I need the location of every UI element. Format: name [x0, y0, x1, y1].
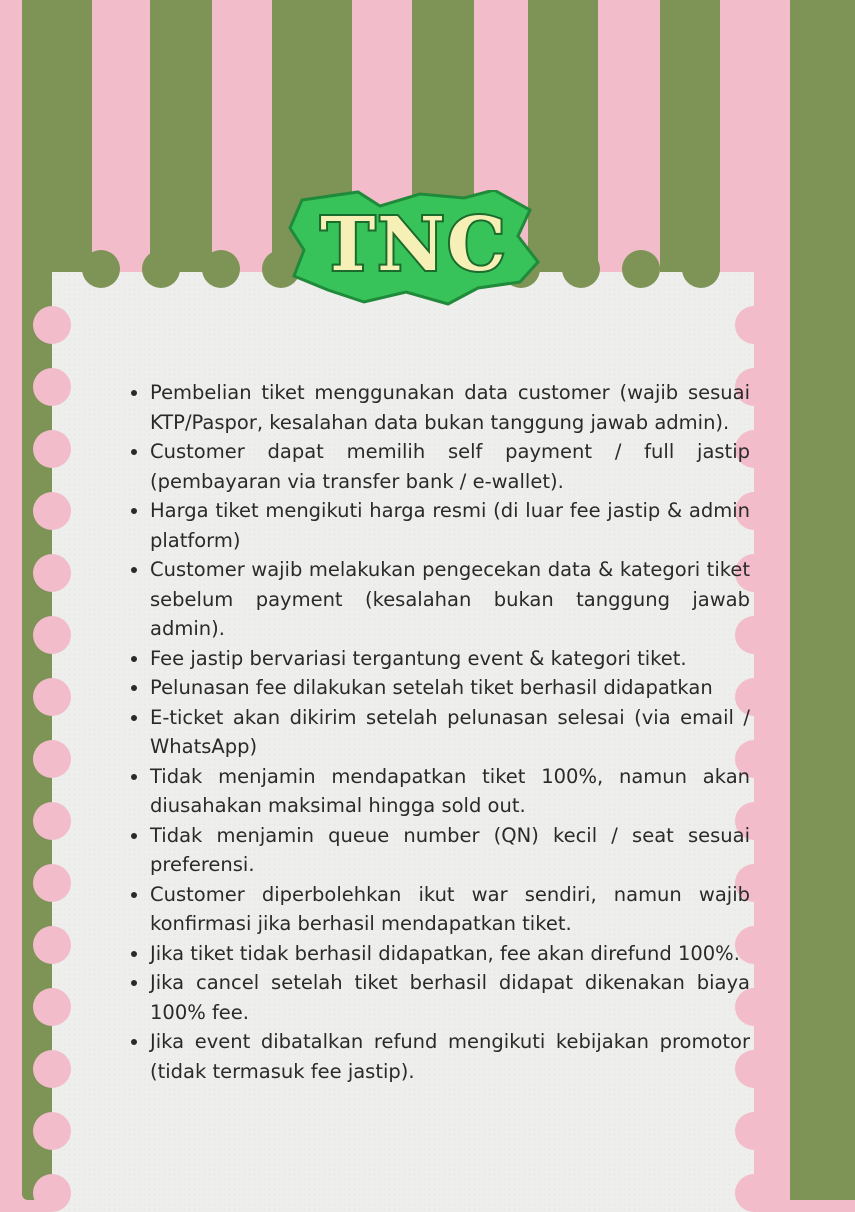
stamp-edge-scallop: [33, 988, 71, 1026]
stamp-edge-scallop: [682, 250, 720, 288]
terms-list-item: • Jika tiket tidak berhasil didapatkan, fee akan direfund 100%.: [150, 939, 750, 969]
stamp-edge-scallop: [562, 250, 600, 288]
terms-list-item: • Fee jastip bervariasi tergantung event & kategori tiket.: [150, 644, 750, 674]
stamp-edge-scallop: [33, 616, 71, 654]
stamp-edge-scallop: [33, 430, 71, 468]
stamp-edge-scallop: [622, 250, 660, 288]
stamp-edge-scallop: [33, 802, 71, 840]
stamp-edge-scallop: [33, 1112, 71, 1150]
green-stripe: [790, 0, 855, 1200]
terms-list-item: • Customer diperbolehkan ikut war sendiri, namun wajib konfirmasi jika berhasil mendapatkan tiket.: [150, 880, 750, 939]
terms-list-item: • E-ticket akan dikirim setelah pelunasan selesai (via email / WhatsApp): [150, 703, 750, 762]
stamp-edge-scallop: [33, 306, 71, 344]
stamp-edge-scallop: [142, 250, 180, 288]
terms-list-item: • Tidak menjamin queue number (QN) kecil / seat sesuai preferensi.: [150, 821, 750, 880]
terms-list-item: • Jika cancel setelah tiket berhasil didapat dikenakan biaya 100% fee.: [150, 968, 750, 1027]
stamp-edge-scallop: [33, 678, 71, 716]
stamp-edge-scallop: [82, 250, 120, 288]
logo-text: TNC: [320, 202, 508, 288]
terms-list-item: • Customer wajib melakukan pengecekan data & kategori tiket sebelum payment (kesalahan bukan tanggung jawab admin).: [150, 555, 750, 644]
stamp-edge-scallop: [33, 864, 71, 902]
terms-list: [108, 378, 750, 1086]
stamp-edge-scallop: [33, 1174, 71, 1212]
stamp-edge-scallop: [33, 740, 71, 778]
terms-list-item: • Harga tiket mengikuti harga resmi (di luar fee jastip & admin platform): [150, 496, 750, 555]
stamp-edge-scallop: [735, 1112, 773, 1150]
terms-list-item: • Tidak menjamin mendapatkan tiket 100%, namun akan diusahakan maksimal hingga sold out.: [150, 762, 750, 821]
terms-list-item: • Jika event dibatalkan refund mengikuti kebijakan promotor (tidak termasuk fee jastip).: [150, 1027, 750, 1086]
terms-list-item: • Pelunasan fee dilakukan setelah tiket berhasil didapatkan: [150, 673, 750, 703]
stamp-edge-scallop: [33, 492, 71, 530]
terms-list-item: • Pembelian tiket menggunakan data customer (wajib sesuai KTP/Paspor, kesalahan data bukan tanggung jawab admin).: [150, 378, 750, 437]
tnc-logo: [288, 190, 540, 308]
stamp-edge-scallop: [735, 1174, 773, 1212]
stamp-edge-scallop: [33, 1050, 71, 1088]
stamp-edge-scallop: [202, 250, 240, 288]
stamp-edge-scallop: [33, 368, 71, 406]
terms-list-item: • Customer dapat memilih self payment / full jastip (pembayaran via transfer bank / e-wallet).: [150, 437, 750, 496]
stamp-edge-scallop: [33, 554, 71, 592]
stamp-edge-scallop: [735, 306, 773, 344]
stamp-edge-scallop: [33, 926, 71, 964]
